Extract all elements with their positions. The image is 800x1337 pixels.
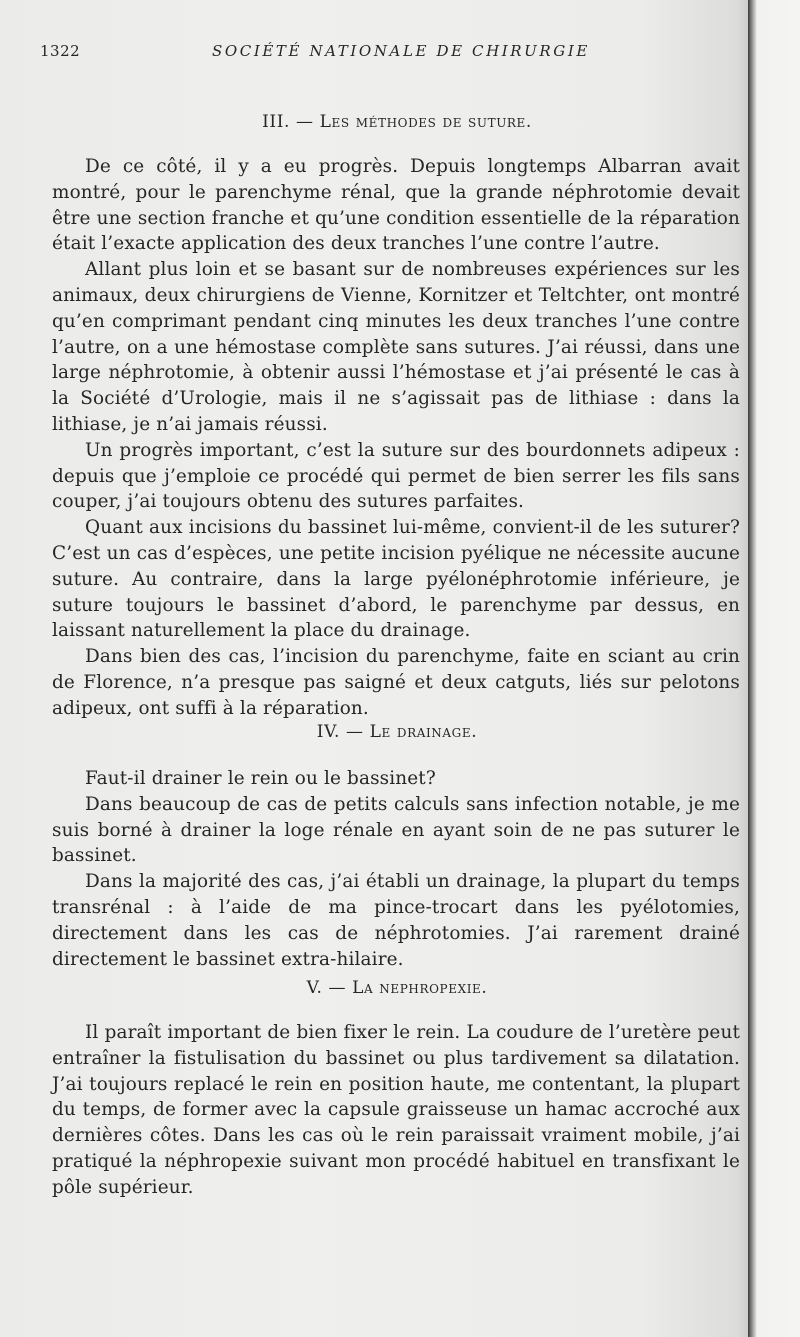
paragraph: Quant aux incisions du bassinet lui-même, convient-il de les suturer? C’est un cas d’espèces, une petite incision pyélique ne nécessite aucune suture. Au contraire, dans la large pyélonéphrotomie inférieure, je suture toujours le bassinet d’abord, le parenchyme par dessus, en laissant naturellement la place du drainage. [52,517,740,642]
paragraph: Dans bien des cas, l’incision du parenchyme, faite en sciant au crin de Florence, n’a presque pas saigné et deux catguts, liés sur pelotons adipeux, ont suffi à la réparation. [52,646,740,719]
section-heading-drainage [52,722,742,742]
section-numeral: IV. — [316,722,364,742]
paragraph: Il paraît important de bien fixer le rein. La coudure de l’uretère peut entraîner la fistulisation du bassinet ou plus tardivement sa dilatation. J’ai toujours replacé le rein en position haute, me contentant, la plupart du temps, de former avec la capsule graisseuse un hamac accroché aux dernières côtes. Dans les cas où le rein paraissait vraiment mobile, j’ai pratiqué la néphropexie suivant mon procédé habituel en transfixant le pôle supérieur. [52,1022,740,1198]
section-body-methodes-de-suture [52,154,740,722]
section-body-nephropexie [52,1020,740,1201]
paragraph: Dans beaucoup de cas de petits calculs sans infection notable, je me suis borné à drainer la loge rénale en ayant soin de ne pas suturer le bassinet. [52,793,740,867]
paragraph: Un progrès important, c’est la suture sur des bourdonnets adipeux : depuis que j’emploie ce procédé qui permet de bien serrer les fils sans couper, j’ai toujours obtenu des sutures parfaites. [52,439,740,513]
journal-title: SOCIÉTÉ NATIONALE DE CHIRURGIE [212,42,590,60]
paragraph: De ce côté, il y a eu progrès. Depuis longtemps Albarran avait montré, pour le parenchyme rénal, que la grande néphrotomie devait être une section franche et qu’une condition essentielle de la réparation était l’exacte application des deux tranches l’une contre l’autre. [52,156,740,255]
section-body-drainage [52,766,740,972]
section-title: Les méthodes de suture. [319,112,532,132]
section-numeral: V. — [306,978,347,998]
book-gutter [748,0,800,1337]
paragraph: Allant plus loin et se basant sur de nombreuses expériences sur les animaux, deux chirurgiens de Vienne, Kornitzer et Teltchter, ont montré qu’en comprimant pendant cinq minutes les deux tranches l’une contre l’autre, on a une hémostase complète sans sutures. J’ai réussi, dans une large néphrotomie, à obtenir aussi l’hémostase et j’ai présenté le cas à la Société d’Urologie, mais il ne s’agissait pas de lithiase : dans la lithiase, je n’ai jamais réussi. [52,259,740,435]
section-heading-nephropexie [52,978,742,998]
section-title: Le drainage. [369,722,478,742]
running-head [40,42,600,66]
paragraph: Dans la majorité des cas, j’ai établi un drainage, la plupart du temps transrénal : à l’aide de ma pince-trocart dans les pyélotomies, directement dans les cas de néphrotomies. J’ai rarement drainé directement le bassinet extra-hilaire. [52,871,740,970]
section-numeral: III. — [262,112,314,132]
section-heading-methodes-de-suture [52,112,742,132]
paragraph: Faut-il drainer le rein ou le bassinet? [85,768,436,789]
page-number: 1322 [40,42,81,60]
section-title: La nephropexie. [352,978,488,998]
